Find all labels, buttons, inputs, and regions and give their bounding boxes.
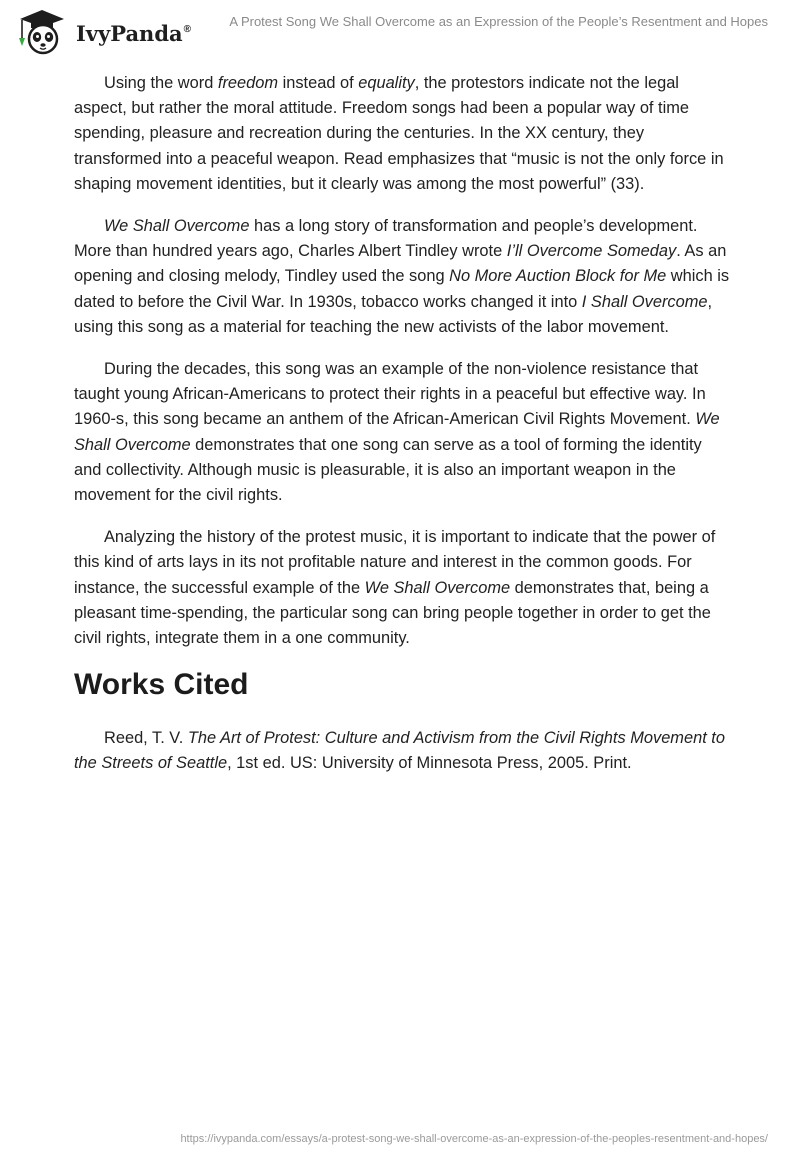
italic-text-run: equality — [358, 74, 415, 92]
text-run: demonstrates that, being a pleasant time-spending, the particular song can bring people together in order to get the civil rights, integrate them in a one community. — [74, 578, 711, 648]
italic-text-run: We Shall Overcome — [104, 217, 250, 236]
body-paragraph — [74, 71, 730, 197]
italic-text-run: I Shall Overcome — [581, 292, 708, 311]
text-run: has a long story of transformation and people’s development. More than hundred years ago, Charles Albert Tindley wrote — [74, 217, 698, 261]
italic-text-run: freedom — [217, 74, 279, 92]
citation-entry — [74, 726, 730, 776]
text-run: instead of — [278, 74, 359, 92]
italic-text-run: I’ll Overcome Someday — [506, 242, 677, 261]
text-run: , using this song as a material for teaching the new activists of the labor movement. — [74, 292, 713, 336]
brand-name: IvyPanda® — [76, 20, 191, 46]
source-url[interactable]: https://ivypanda.com/essays/a-protest-song-we-shall-overcome-as-an-expression-of-the-peoples-resentment-and-hopes/ — [180, 1133, 768, 1145]
ivypanda-logo[interactable] — [14, 8, 191, 56]
panda-graduate-icon — [14, 8, 72, 56]
document-title: A Protest Song We Shall Overcome as an Expression of the People’s Resentment and Hopes — [229, 14, 768, 29]
text-run: , the protestors indicate not the legal aspect, but rather the moral attitude. Freedom songs had been a popular way of time spending, pleasure and recreation during the centuries. In the XX century, they transformed into a peaceful weapon. Read emphasizes that “music is not the only force in shaping movement identities, but it clearly was among the most powerful” (33). — [74, 74, 724, 193]
italic-text-run: We Shall Overcome — [364, 578, 511, 597]
page-header — [0, 0, 800, 60]
text-run: During the decades, this song was an example of the non-violence resistance that taught young African-Americans to protect their rights in a peaceful but effective way. In 1960-s, this song became an anthem of the African-American Civil Rights Movement. — [74, 360, 706, 429]
text-run: . As an opening and closing melody, Tindley used the song — [74, 242, 727, 286]
text-run: demonstrates that one song can serve as a tool of forming the identity and collectivity. Although music is pleasurable, it is also an important weapon in the movement for the civil rights. — [74, 435, 702, 505]
text-run: which is dated to before the Civil War. In 1930s, tobacco works changed it into — [74, 267, 730, 311]
essay-body — [74, 71, 730, 794]
text-run: Analyzing the history of the protest music, it is important to indicate that the power of this kind of arts lays in its not profitable nature and interest in the common goods. For instance, the successful example of the — [74, 528, 716, 597]
italic-text-run: We Shall Overcome — [74, 410, 720, 454]
text-run: Reed, T. V. — [104, 729, 188, 748]
body-paragraph — [74, 525, 730, 651]
works-cited-heading: Works Cited — [74, 668, 249, 702]
body-paragraph — [74, 357, 730, 508]
body-paragraph — [74, 214, 730, 340]
text-run: Using the word — [104, 74, 218, 92]
italic-text-run: No More Auction Block for Me — [449, 267, 667, 286]
italic-text-run: The Art of Protest: Culture and Activism from the Civil Rights Movement to the Streets of Seattle — [74, 729, 725, 773]
text-run: , 1st ed. US: University of Minnesota Press, 2005. Print. — [227, 754, 632, 773]
